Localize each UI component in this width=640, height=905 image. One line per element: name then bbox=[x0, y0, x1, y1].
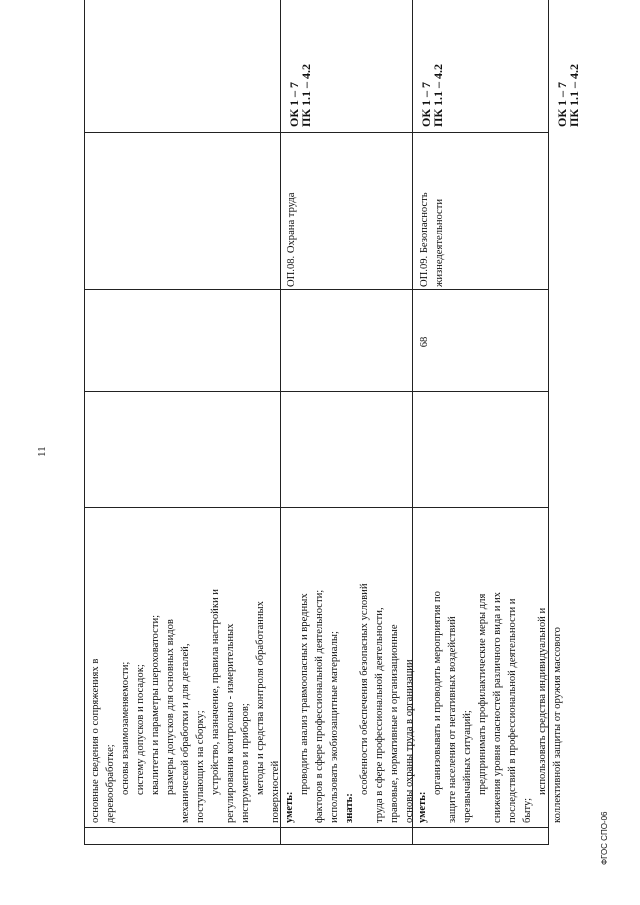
row1-codes-cell bbox=[288, 7, 312, 127]
discipline-name: ОП.08. Охрана труда bbox=[286, 192, 297, 287]
row3-line: организовывать и проводить мероприятия по bbox=[432, 591, 443, 795]
row3-line: защите населения от негативных воздействий bbox=[447, 616, 458, 823]
row3-discipline-cell bbox=[417, 137, 447, 287]
row2-knowledge-cell bbox=[282, 511, 417, 823]
col-border-4 bbox=[84, 391, 548, 392]
table-top-border bbox=[84, 0, 85, 845]
row2-line: особенности обеспечения безопасных условий bbox=[359, 583, 370, 795]
row1-line: основные сведения о сопряжениях в bbox=[90, 658, 101, 823]
competency-code: ОК 1 – 7 bbox=[287, 81, 301, 127]
competency-code: ОК 1 – 7 bbox=[419, 81, 433, 127]
row2-line: правовые, нормативные и организационные bbox=[389, 624, 400, 823]
col-border-3 bbox=[84, 507, 548, 508]
competency-code: ПК 1.1 – 4.2 bbox=[299, 63, 313, 127]
row3-line: предпринимать профилактические меры для bbox=[477, 593, 488, 795]
umet-heading: уметь: bbox=[417, 791, 428, 823]
row3-line: коллективной защиты от оружия массового bbox=[552, 627, 563, 823]
col-border-5 bbox=[84, 289, 548, 290]
row1-line: поверхностей bbox=[270, 760, 281, 823]
umet-heading: уметь: bbox=[284, 791, 295, 823]
discipline-name: ОП.09. Безопасность жизнедеятельности bbox=[419, 192, 445, 287]
row2-line: использовать экобиозащитные материалы; bbox=[329, 631, 340, 823]
row3-hours-cell bbox=[417, 297, 432, 387]
row3-knowledge-cell bbox=[415, 511, 565, 823]
competency-code: ОК 1 – 7 bbox=[555, 81, 569, 127]
row3-line: чрезвычайных ситуаций; bbox=[462, 710, 473, 823]
row1-line: основы взаимозаменяемости; bbox=[120, 661, 131, 795]
row2-codes-cell bbox=[420, 7, 444, 127]
znat-heading: знать: bbox=[344, 793, 355, 823]
page-number: 11 bbox=[36, 446, 48, 457]
row2-line: проводить анализ травмоопасных и вредных bbox=[299, 593, 310, 795]
row3-codes-cell bbox=[556, 7, 580, 127]
row2-discipline-cell bbox=[284, 137, 299, 287]
row1-line: систему допусков и посадок; bbox=[135, 664, 146, 795]
col-border-2 bbox=[84, 827, 548, 828]
row1-knowledge-cell bbox=[88, 511, 283, 823]
row1-line: поступающих на сборку; bbox=[195, 710, 206, 823]
row1-line: квалитеты и параметры шероховатости; bbox=[150, 614, 161, 795]
competency-code: ПК 1.1 – 4.2 bbox=[567, 63, 581, 127]
row1-line: механической обработки и для деталей, bbox=[180, 643, 191, 823]
col-border-6 bbox=[84, 132, 548, 133]
row3-line: использовать средства индивидуальной и bbox=[537, 607, 548, 795]
row2-line: факторов в сфере профессиональной деятельности; bbox=[314, 589, 325, 823]
row1-line: размеры допусков для основных видов bbox=[165, 619, 176, 795]
row3-line: быту; bbox=[522, 797, 533, 823]
row1-line: инструментов и приборов; bbox=[240, 703, 251, 823]
row1-line: деревообработке; bbox=[105, 744, 116, 823]
row1-line: регулирования контрольно - измерительных bbox=[225, 623, 236, 823]
row2-line: основы охраны труда в организации bbox=[404, 659, 415, 823]
row3-line: снижения уровня опасностей различного вида и их bbox=[492, 592, 503, 823]
row3-line: последствий в профессиональной деятельности и bbox=[507, 598, 518, 823]
row1-line: методы и средства контроля обработанных bbox=[255, 601, 266, 795]
footer-label: ФГОС СПО-06 bbox=[600, 811, 609, 865]
row2-line: труда в сфере профессиональной деятельности, bbox=[374, 607, 385, 823]
competency-code: ПК 1.1 – 4.2 bbox=[431, 63, 445, 127]
col-border-1 bbox=[84, 844, 548, 845]
hours-value: 68 bbox=[419, 336, 430, 348]
row1-line: устройство, назначение, правила настройки и bbox=[210, 589, 221, 795]
